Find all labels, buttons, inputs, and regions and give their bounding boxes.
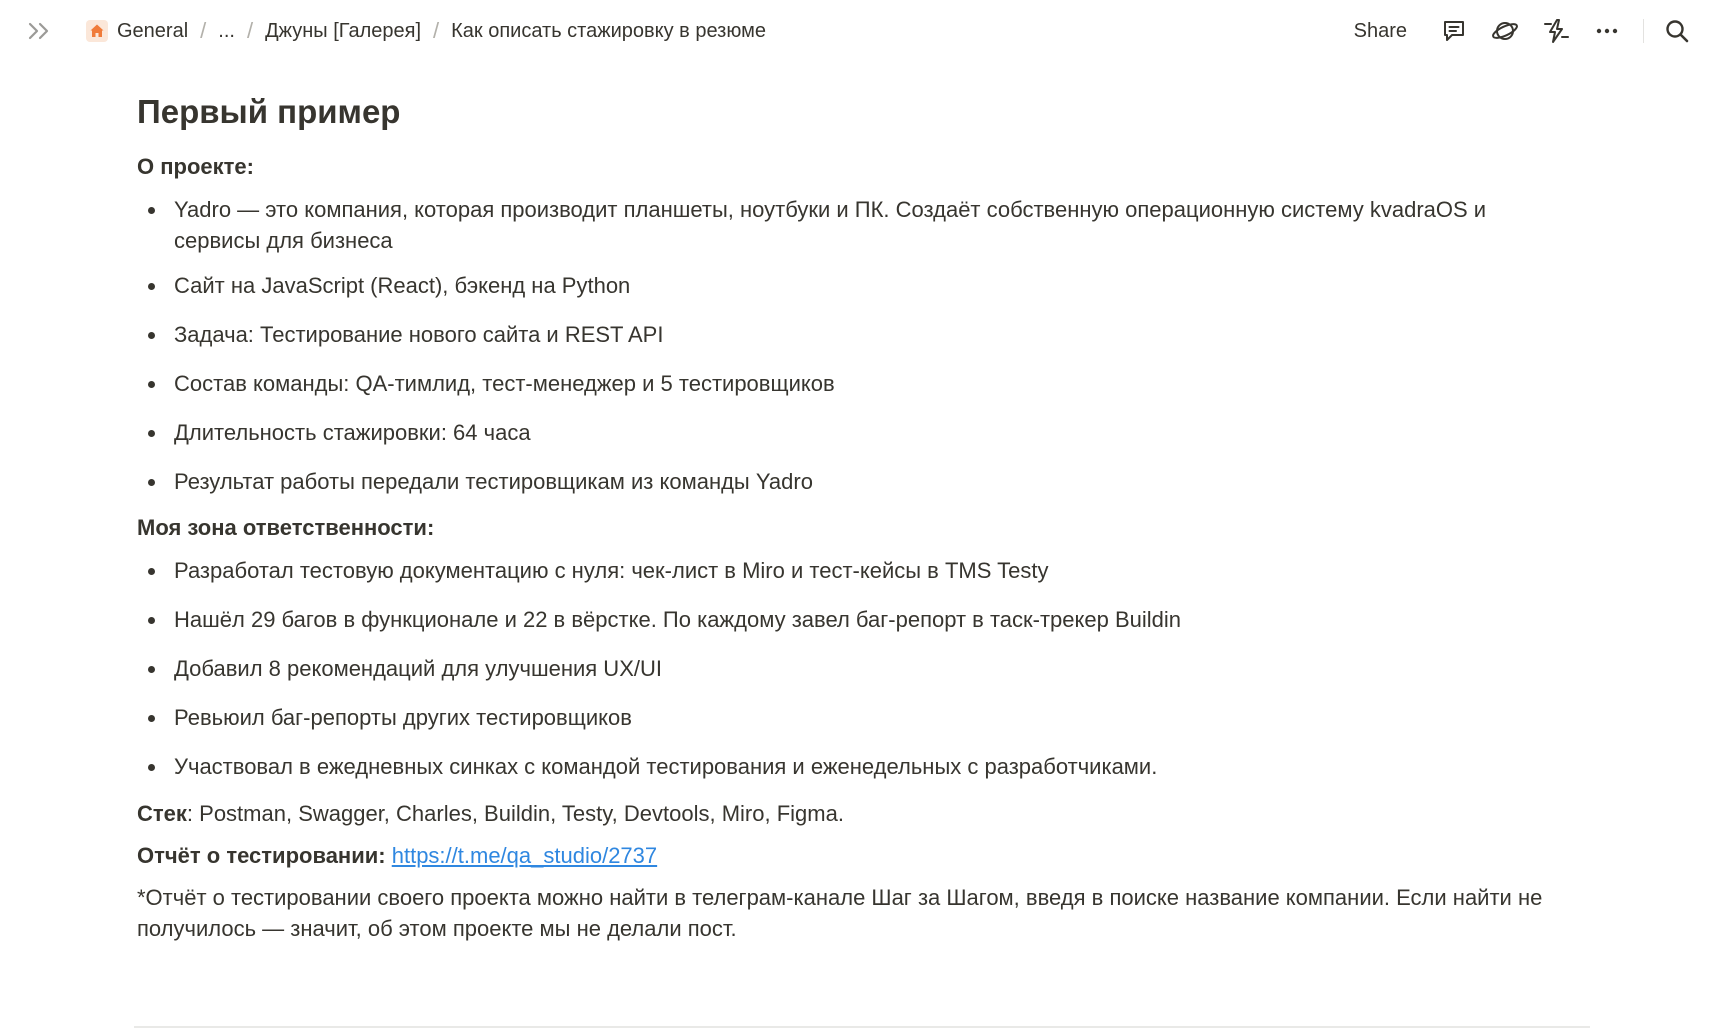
list-item: Добавил 8 рекомендаций для улучшения UX/UI: [137, 653, 1592, 684]
ai-icon[interactable]: [1541, 16, 1571, 46]
comment-icon[interactable]: [1439, 16, 1469, 46]
list-item: Участвовал в ежедневных синках с командой тестирования и еженедельных с разработчиками.: [137, 751, 1592, 782]
topbar-actions: [1348, 0, 1712, 62]
share-button[interactable]: Share: [1353, 19, 1407, 42]
list-item: Ревьюил баг-репорты других тестировщиков: [137, 702, 1592, 733]
breadcrumb-separator: /: [200, 18, 207, 43]
topbar-divider: [1643, 19, 1644, 43]
responsibility-list: [137, 555, 1592, 782]
breadcrumb-home-label: General: [117, 19, 189, 42]
list-item: Результат работы передали тестировщикам из команды Yadro: [137, 466, 1592, 497]
page-title: Первый пример: [137, 93, 401, 130]
note-paragraph: *Отчёт о тестировании своего проекта можно найти в телеграм-канале Шаг за Шагом, введя в поиске название компании. Если найти не получилось — значит, об этом проекте мы не делали пост.: [137, 885, 1543, 941]
list-item: Задача: Тестирование нового сайта и REST API: [137, 319, 1592, 350]
home-icon: [86, 20, 108, 42]
list-item: Разработал тестовую документацию с нуля: чек-лист в Miro и тест-кейсы в TMS Testy: [137, 555, 1592, 586]
breadcrumb: [80, 0, 772, 62]
breadcrumb-separator: /: [246, 18, 254, 43]
page-content: [137, 84, 1592, 944]
responsibility-heading: Моя зона ответственности:: [137, 515, 435, 540]
breadcrumb-current-page[interactable]: Как описать стажировку в резюме: [451, 19, 766, 42]
breadcrumb-separator: /: [433, 18, 440, 43]
list-item: Нашёл 29 багов в функционале и 22 в вёрстке. По каждому завел баг-репорт в таск-трекер Buildin: [137, 604, 1592, 635]
list-item: Yadro — это компания, которая производит планшеты, ноутбуки и ПК. Создаёт собственную операционную систему kvadraOS и сервисы для бизнеса: [137, 194, 1592, 256]
breadcrumb-ellipsis[interactable]: ...: [218, 19, 235, 42]
about-list: [137, 194, 1592, 497]
breadcrumb-home[interactable]: [80, 16, 194, 47]
sidebar-expand-icon[interactable]: [26, 19, 54, 43]
list-item: Длительность стажировки: 64 часа: [137, 417, 1592, 448]
breadcrumb-gallery[interactable]: Джуны [Галерея]: [265, 19, 422, 42]
more-icon[interactable]: [1592, 16, 1622, 46]
list-item: Состав команды: QA-тимлид, тест-менеджер и 5 тестировщиков: [137, 368, 1592, 399]
stack-value: : Postman, Swagger, Charles, Buildin, Testy, Devtools, Miro, Figma.: [186, 801, 844, 826]
stack-line: [137, 798, 1592, 829]
top-bar: [0, 0, 1712, 62]
list-item: Сайт на JavaScript (React), бэкенд на Python: [137, 270, 1592, 301]
report-label: Отчёт о тестировании:: [137, 843, 386, 868]
about-heading: О проекте:: [137, 154, 254, 179]
updates-icon[interactable]: [1490, 16, 1520, 46]
divider: [134, 1026, 1590, 1028]
report-line: [137, 840, 1592, 871]
search-icon[interactable]: [1662, 16, 1692, 46]
stack-label: Стек: [137, 801, 187, 826]
report-link[interactable]: https://t.me/qa_studio/2737: [391, 843, 658, 868]
